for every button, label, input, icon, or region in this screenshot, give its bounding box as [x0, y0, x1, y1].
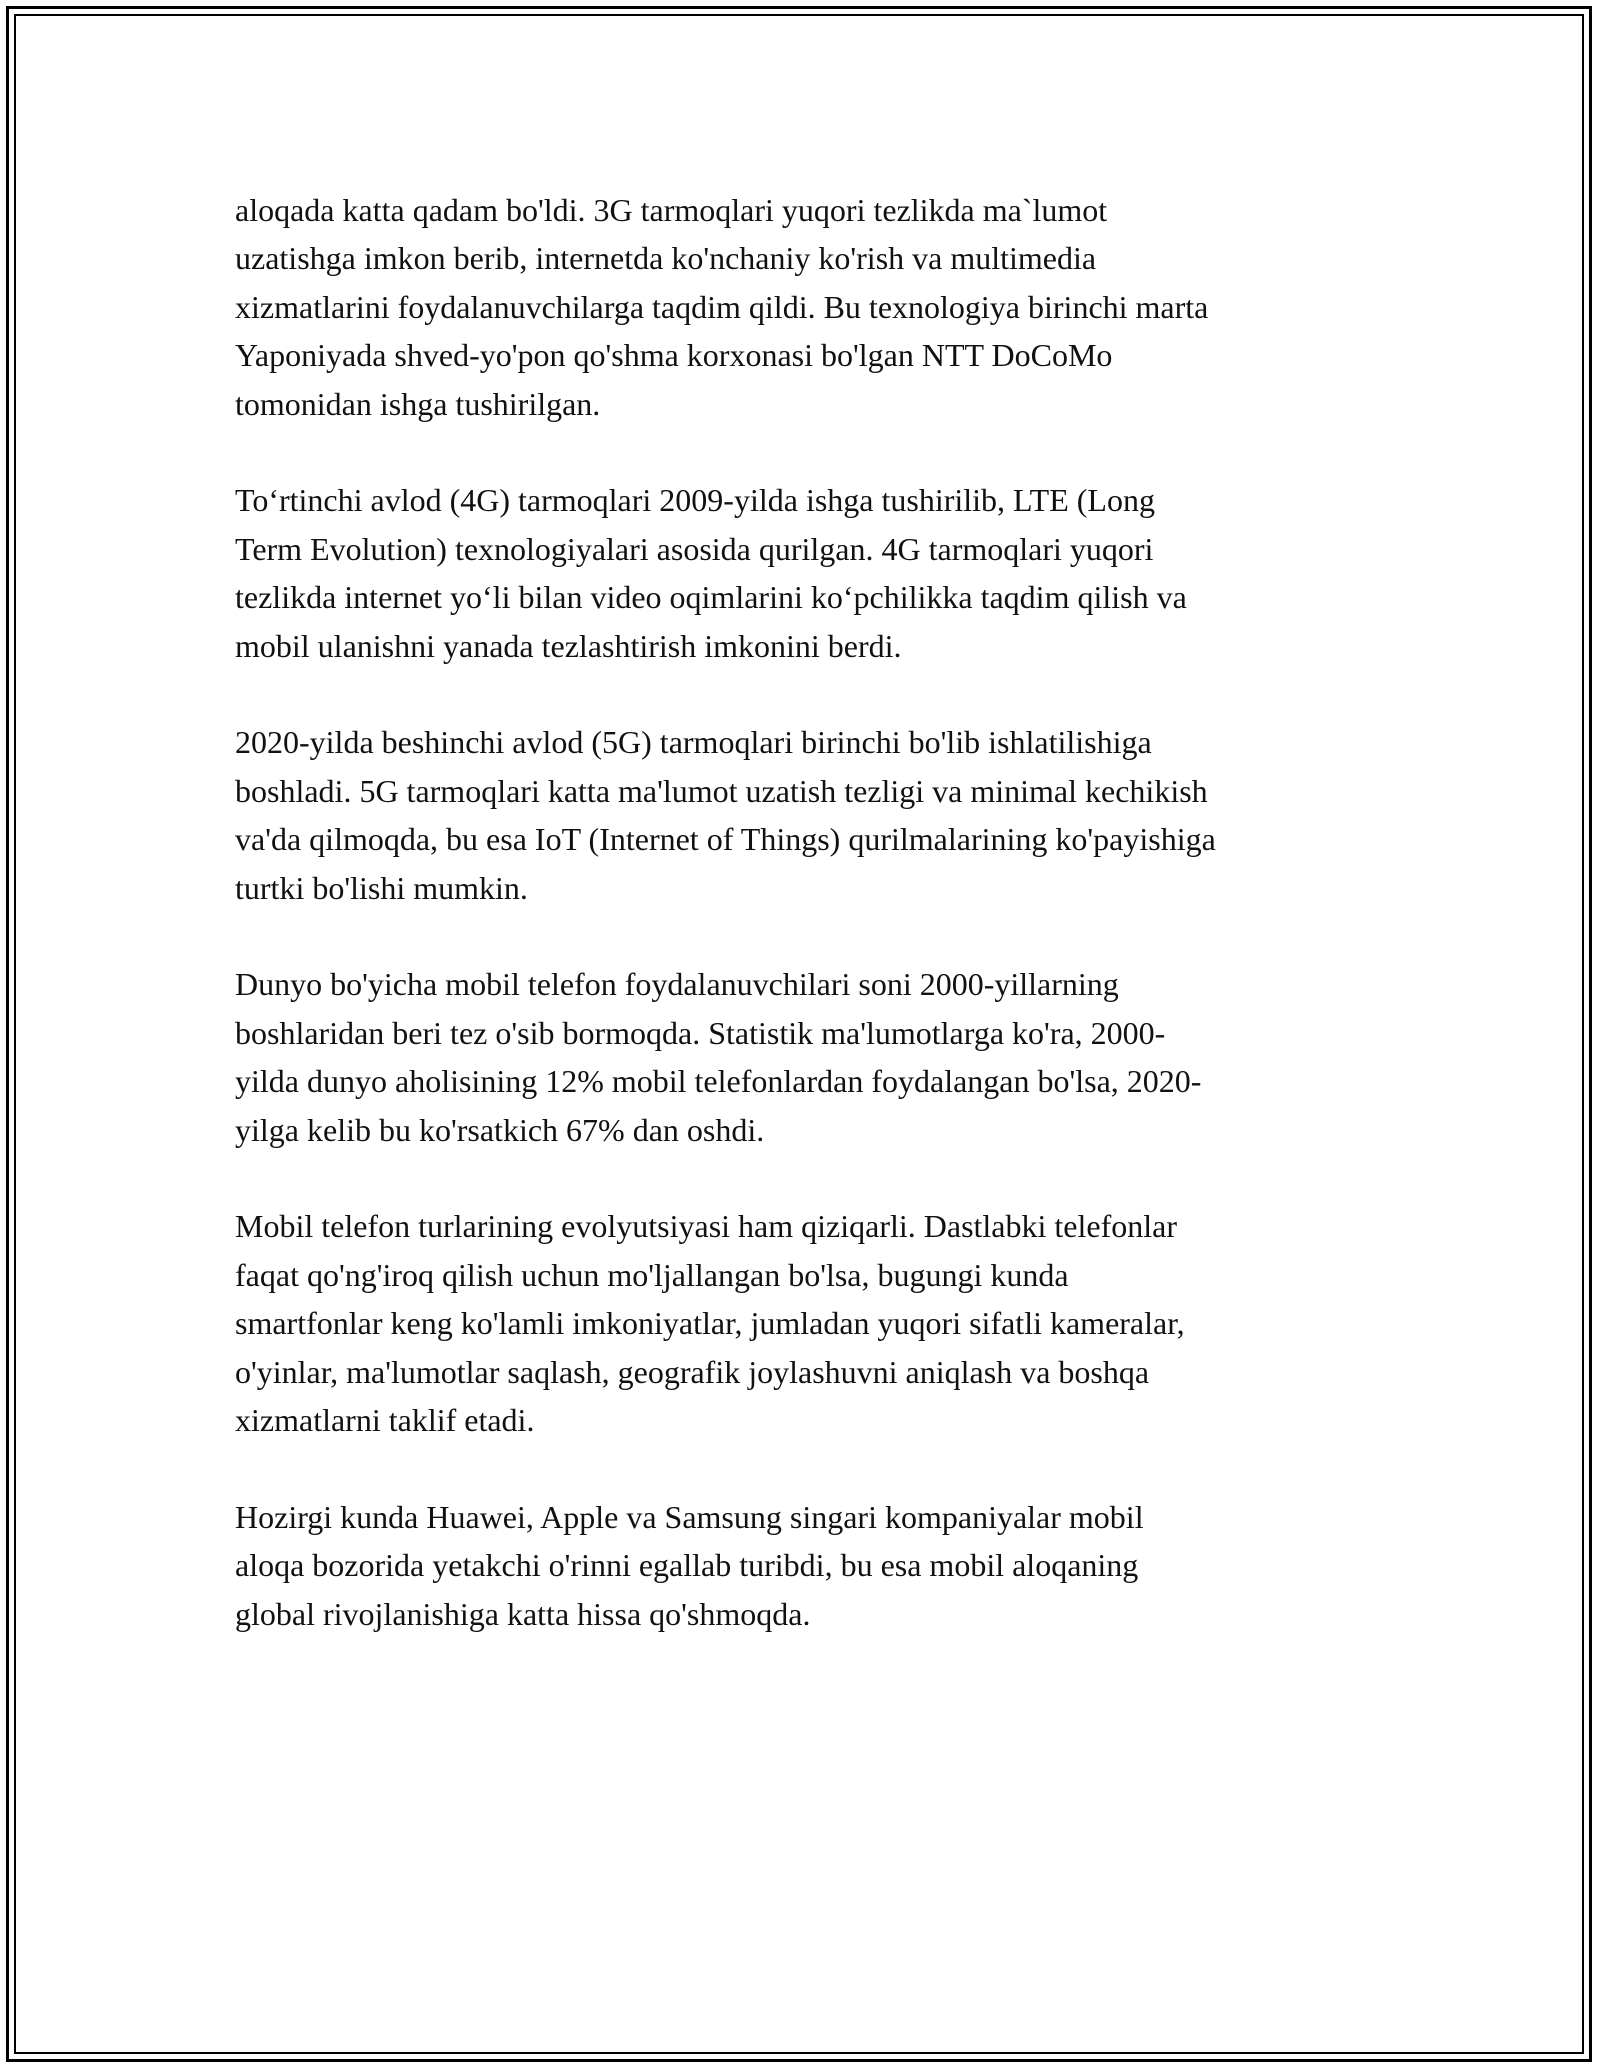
paragraph-5g: 2020-yilda beshinchi avlod (5G) tarmoqlari birinchi bo'lib ishlatilishiga boshladi. 5G tarmoqlari katta ma'lumot uzatish tezligi va minimal kechikish va'da qilmoqda, bu esa IoT (Internet of Things) qurilmalarining ko'payishiga turtki bo'lishi mumkin.: [235, 724, 1216, 906]
document-body: [235, 186, 1370, 1687]
paragraph-4g: To‘rtinchi avlod (4G) tarmoqlari 2009-yilda ishga tushirilib, LTE (Long Term Evolution) texnologiyalari asosida qurilgan. 4G tarmoqlari yuqori tezlikda internet yo‘li bilan video oqimlarini ko‘pchilikka taqdim qilish va mobil ulanishni yanada tezlashtirish imkonini berdi.: [235, 482, 1187, 664]
paragraph-companies: Hozirgi kunda Huawei, Apple va Samsung singari kompaniyalar mobil aloqa bozorida yetakchi o'rinni egallab turibdi, bu esa mobil aloqaning global rivojlanishiga katta hissa qo'shmoqda.: [235, 1498, 1144, 1632]
paragraph-users: Dunyo bo'yicha mobil telefon foydalanuvchilari soni 2000-yillarning boshlaridan beri tez o'sib bormoqda. Statistik ma'lumotlarga ko'ra, 2000- yilda dunyo aholisining 12% mobil telefonlardan foydalangan bo'lsa, 2020- yilga kelib bu ko'rsatkich 67% dan oshdi.: [235, 966, 1202, 1148]
paragraph-evolution: Mobil telefon turlarining evolyutsiyasi ham qiziqarli. Dastlabki telefonlar faqat qo'ng'iroq qilish uchun mo'ljallangan bo'lsa, bugungi kunda smartfonlar keng ko'lamli imkoniyatlar, jumladan yuqori sifatli kameralar, o'yinlar, ma'lumotlar saqlash, geografik joylashuvni aniqlash va boshqa xizmatlarni taklif etadi.: [235, 1208, 1185, 1439]
paragraph-3g: aloqada katta qadam bo'ldi. 3G tarmoqlari yuqori tezlikda ma`lumot uzatishga imkon berib, internetda ko'nchaniy ko'rish va multimedia xizmatlarini foydalanuvchilarga taqdim qildi. Bu texnologiya birinchi marta Yaponiyada shved-yo'pon qo'shma korxonasi bo'lgan NTT DoCoMo tomonidan ishga tushirilgan.: [235, 192, 1209, 422]
